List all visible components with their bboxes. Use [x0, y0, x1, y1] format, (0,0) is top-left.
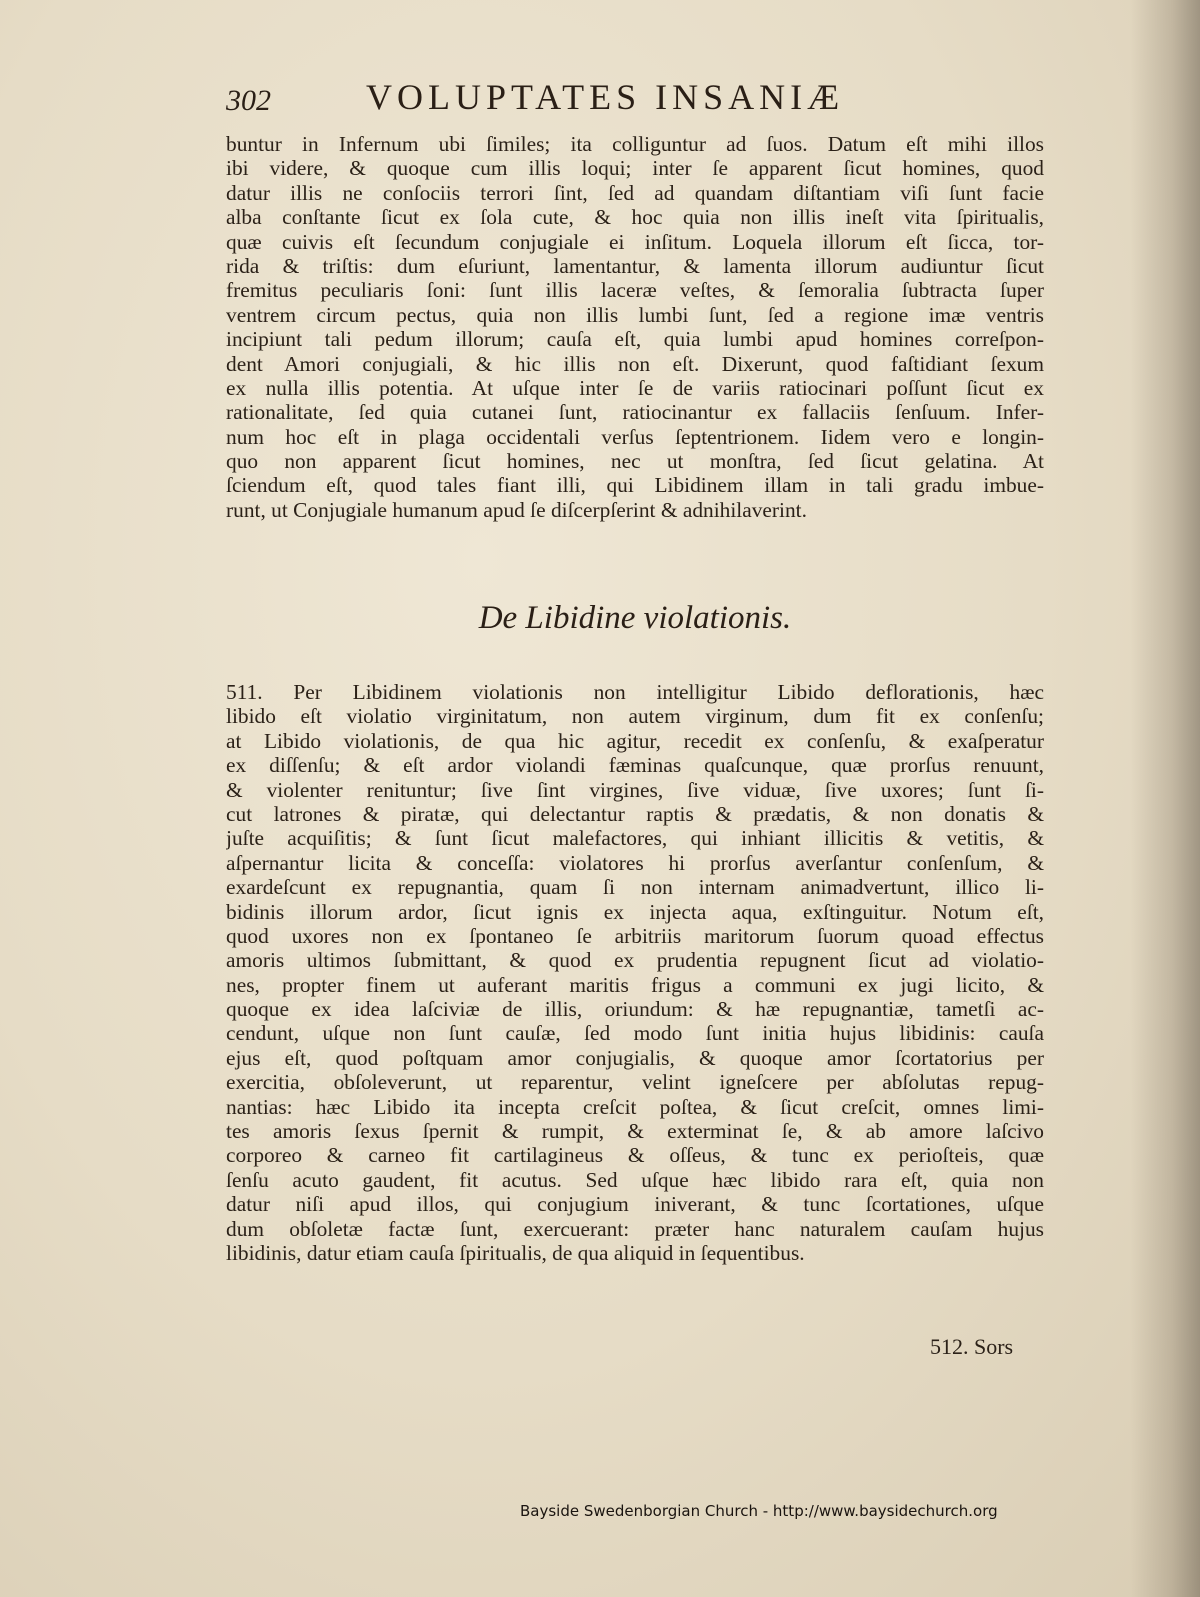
text-line: quoque ex idea laſciviæ de illis, oriundum: & hæ repugnantiæ, tametſi ac- — [226, 997, 1044, 1022]
text-line: datur niſi apud illos, qui conjugium iniverant, & tunc ſcortationes, uſque — [226, 1192, 1044, 1217]
text-line: libidinis, datur etiam cauſa ſpiritualis, de qua aliquid in ſequentibus. — [226, 1240, 805, 1265]
text-line: & violenter renituntur; ſive ſint virgines, ſive viduæ, ſive uxores; ſunt ſi- — [226, 777, 1044, 802]
text-line: incipiunt tali pedum illorum; cauſa eſt, quia lumbi apud homines correſpon- — [226, 327, 1044, 352]
paragraph-1 — [226, 132, 1044, 522]
text-line: corporeo & carneo fit cartilagineus & oſſeus, & tunc ex perioſteis, quæ — [226, 1143, 1044, 1168]
text-line: buntur in Infernum ubi ſimiles; ita colliguntur ad ſuos. Datum eſt mihi illos — [226, 132, 1044, 156]
running-title: VOLUPTATES INSANIÆ — [366, 77, 845, 117]
text-line: num hoc eſt in plaga occidentali verſus ſeptentrionem. Iidem vero e longin- — [226, 424, 1044, 449]
text-line: rationalitate, ſed quia cutanei ſunt, ratiocinantur ex fallaciis ſenſuum. Infer- — [226, 400, 1044, 425]
text-line: ibi videre, & quoque cum illis loqui; inter ſe apparent ſicut homines, quod — [226, 156, 1044, 181]
text-line: ſenſu acuto gaudent, fit acutus. Sed uſque hæc libido rara eſt, quia non — [226, 1167, 1044, 1192]
section-heading: De Libidine violationis. — [478, 600, 792, 636]
text-line: ſciendum eſt, quod tales fiant illi, qui Libidinem illam in tali gradu imbue- — [226, 473, 1044, 498]
text-line: bidinis illorum ardor, ſicut ignis ex injecta aqua, exſtinguitur. Notum eſt, — [226, 899, 1044, 924]
text-line: dum obſoletæ factæ ſunt, exercuerant: præter hanc naturalem cauſam hujus — [226, 1216, 1044, 1241]
text-line: nes, propter finem ut auferant maritis frigus a communi ex jugi licito, & — [226, 972, 1044, 997]
text-line: 511. Per Libidinem violationis non intelligitur Libido deflorationis, hæc — [226, 680, 1044, 704]
text-line: rida & triſtis: dum eſuriunt, lamentantur, & lamenta illorum audiuntur ſicut — [226, 253, 1044, 278]
page-number: 302 — [226, 84, 271, 117]
text-line: cut latrones & piratæ, qui delectantur raptis & prædatis, & non donatis & — [226, 801, 1044, 826]
paragraph-2 — [226, 680, 1044, 1265]
text-line: libido eſt violatio virginitatum, non autem virginum, dum fit ex conſenſu; — [226, 704, 1044, 729]
text-line: at Libido violationis, de qua hic agitur, recedit ex conſenſu, & exaſperatur — [226, 728, 1044, 753]
text-line: ex nulla illis potentia. At uſque inter ſe de variis ratiocinari poſſunt ſicut ex — [226, 375, 1044, 400]
gutter-shadow — [1130, 0, 1200, 1597]
catchword: 512. Sors — [930, 1334, 1014, 1359]
text-line: exercitia, obſoleverunt, ut reparentur, velint igneſcere per abſolutas repug- — [226, 1070, 1044, 1095]
footer-credit: Bayside Swedenborgian Church - http://www.baysidechurch.org — [520, 1502, 998, 1520]
text-line: cendunt, uſque non ſunt cauſæ, ſed modo ſunt initia hujus libidinis: cauſa — [226, 1021, 1044, 1046]
text-line: ventrem circum pectus, quia non illis lumbi ſunt, ſed a regione imæ ventris — [226, 302, 1044, 327]
text-line: amoris ultimos ſubmittant, & quod ex prudentia repugnent ſicut ad violatio- — [226, 948, 1044, 973]
text-line: quo non apparent ſicut homines, nec ut monſtra, ſed ſicut gelatina. At — [226, 449, 1044, 474]
text-line: quod uxores non ex ſpontaneo ſe arbitriis maritorum ſuorum quoad effectus — [226, 923, 1044, 948]
text-line: aſpernantur licita & conceſſa: violatores hi prorſus averſantur conſenſum, & — [226, 850, 1044, 875]
text-line: datur illis ne conſociis terrori ſint, ſed ad quandam diſtantiam viſi ſunt facie — [226, 180, 1044, 205]
text-line: juſte acquiſitis; & ſunt ſicut malefactores, qui inhiant illicitis & vetitis, & — [226, 826, 1044, 851]
text-line: quæ cuivis eſt ſecundum conjugiale ei inſitum. Loquela illorum eſt ſicca, tor- — [226, 229, 1044, 254]
text-line: ex diſſenſu; & eſt ardor violandi fæminas quaſcunque, quæ prorſus renuunt, — [226, 753, 1044, 778]
text-line: ejus eſt, quod poſtquam amor conjugialis, & quoque amor ſcortatorius per — [226, 1045, 1044, 1070]
text-line: dent Amori conjugiali, & hic illis non eſt. Dixerunt, quod faſtidiant ſexum — [226, 351, 1044, 376]
text-line: runt, ut Conjugiale humanum apud ſe diſcerpſerint & adnihilaverint. — [226, 497, 807, 522]
text-line: tes amoris ſexus ſpernit & rumpit, & exterminat ſe, & ab amore laſcivo — [226, 1119, 1044, 1144]
running-head — [226, 76, 1026, 126]
text-line: fremitus peculiaris ſoni: ſunt illis laceræ veſtes, & ſemoralia ſubtracta ſuper — [226, 278, 1044, 303]
text-line: nantias: hæc Libido ita incepta creſcit poſtea, & ſicut creſcit, omnes limi- — [226, 1094, 1044, 1119]
text-line: alba conſtante ſicut ex ſola cute, & hoc quia non illis ineſt vita ſpiritualis, — [226, 205, 1044, 230]
text-line: exardeſcunt ex repugnantia, quam ſi non internam animadvertunt, illico li- — [226, 875, 1044, 900]
